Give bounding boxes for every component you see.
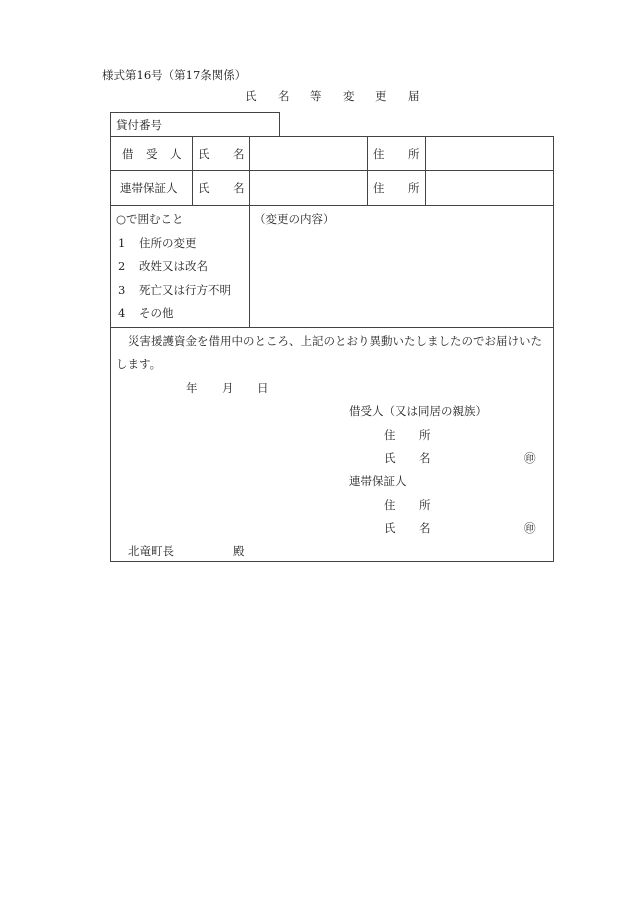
signer-address-label-char: 住: [384, 428, 396, 442]
addressee: 北竜町長: [128, 544, 174, 558]
option-number: 3: [118, 283, 126, 297]
name-label-char: 氏: [198, 147, 210, 161]
guarantor-label: 連帯保証人: [120, 181, 178, 195]
address-label-char: 所: [408, 147, 420, 161]
loan-number-field[interactable]: [170, 118, 274, 132]
signer-name-label-char: 名: [419, 521, 431, 535]
option-text[interactable]: 住所の変更: [139, 236, 197, 250]
honorific: 殿: [233, 544, 245, 558]
statement-text-line: します。: [116, 357, 162, 371]
name-label-char: 氏: [198, 181, 210, 195]
seal-mark: ㊞: [524, 521, 536, 535]
option-number: 2: [118, 259, 126, 273]
change-content-field[interactable]: [254, 232, 548, 322]
loan-number-label: 貸付番号: [116, 118, 162, 132]
borrower-name-field[interactable]: [254, 147, 362, 161]
form-title-char: 更: [375, 89, 387, 103]
date-month-label: 月: [222, 381, 234, 395]
signer-address-label-char: 所: [419, 428, 431, 442]
address-label-char: 所: [408, 181, 420, 195]
form-title-char: 届: [408, 89, 420, 103]
seal-mark: ㊞: [524, 451, 536, 465]
signer-name-label-char: 氏: [384, 521, 396, 535]
borrower-label-char: 人: [170, 147, 182, 161]
option-number: 1: [118, 236, 126, 250]
guarantor-address-field[interactable]: [430, 181, 548, 195]
borrower-heading: 借受人（又は同居の親族）: [349, 404, 487, 418]
form-title-char: 名: [278, 89, 290, 103]
guarantor-name-field[interactable]: [254, 181, 362, 195]
form-title-char: 等: [310, 89, 322, 103]
date-day-label: 日: [257, 381, 269, 395]
date-year-label: 年: [186, 381, 198, 395]
option-text[interactable]: 死亡又は行方不明: [139, 283, 231, 297]
options-instruction: ○で囲むこと: [116, 212, 184, 226]
signer-address-label-char: 住: [384, 498, 396, 512]
form-title-char: 氏: [245, 89, 257, 103]
name-label-char: 名: [233, 181, 245, 195]
address-label-char: 住: [373, 147, 385, 161]
name-label-char: 名: [233, 147, 245, 161]
borrower-label-char: 借: [122, 147, 134, 161]
signer-address-label-char: 所: [419, 498, 431, 512]
borrower-label-char: 受: [146, 147, 158, 161]
statement-text-line: 災害援護資金を借用中のところ、上記のとおり異動いたしましたのでお届けいた: [128, 334, 542, 348]
guarantor-heading: 連帯保証人: [349, 474, 407, 488]
signer-name-label-char: 名: [419, 451, 431, 465]
change-content-label: （変更の内容）: [254, 212, 335, 226]
option-text[interactable]: 改姓又は改名: [139, 259, 208, 273]
address-label-char: 住: [373, 181, 385, 195]
borrower-address-field[interactable]: [430, 147, 548, 161]
option-number: 4: [118, 306, 126, 320]
form-title-char: 変: [343, 89, 355, 103]
option-text[interactable]: その他: [139, 306, 174, 320]
form-number: 様式第16号（第17条関係）: [102, 68, 247, 82]
signer-name-label-char: 氏: [384, 451, 396, 465]
